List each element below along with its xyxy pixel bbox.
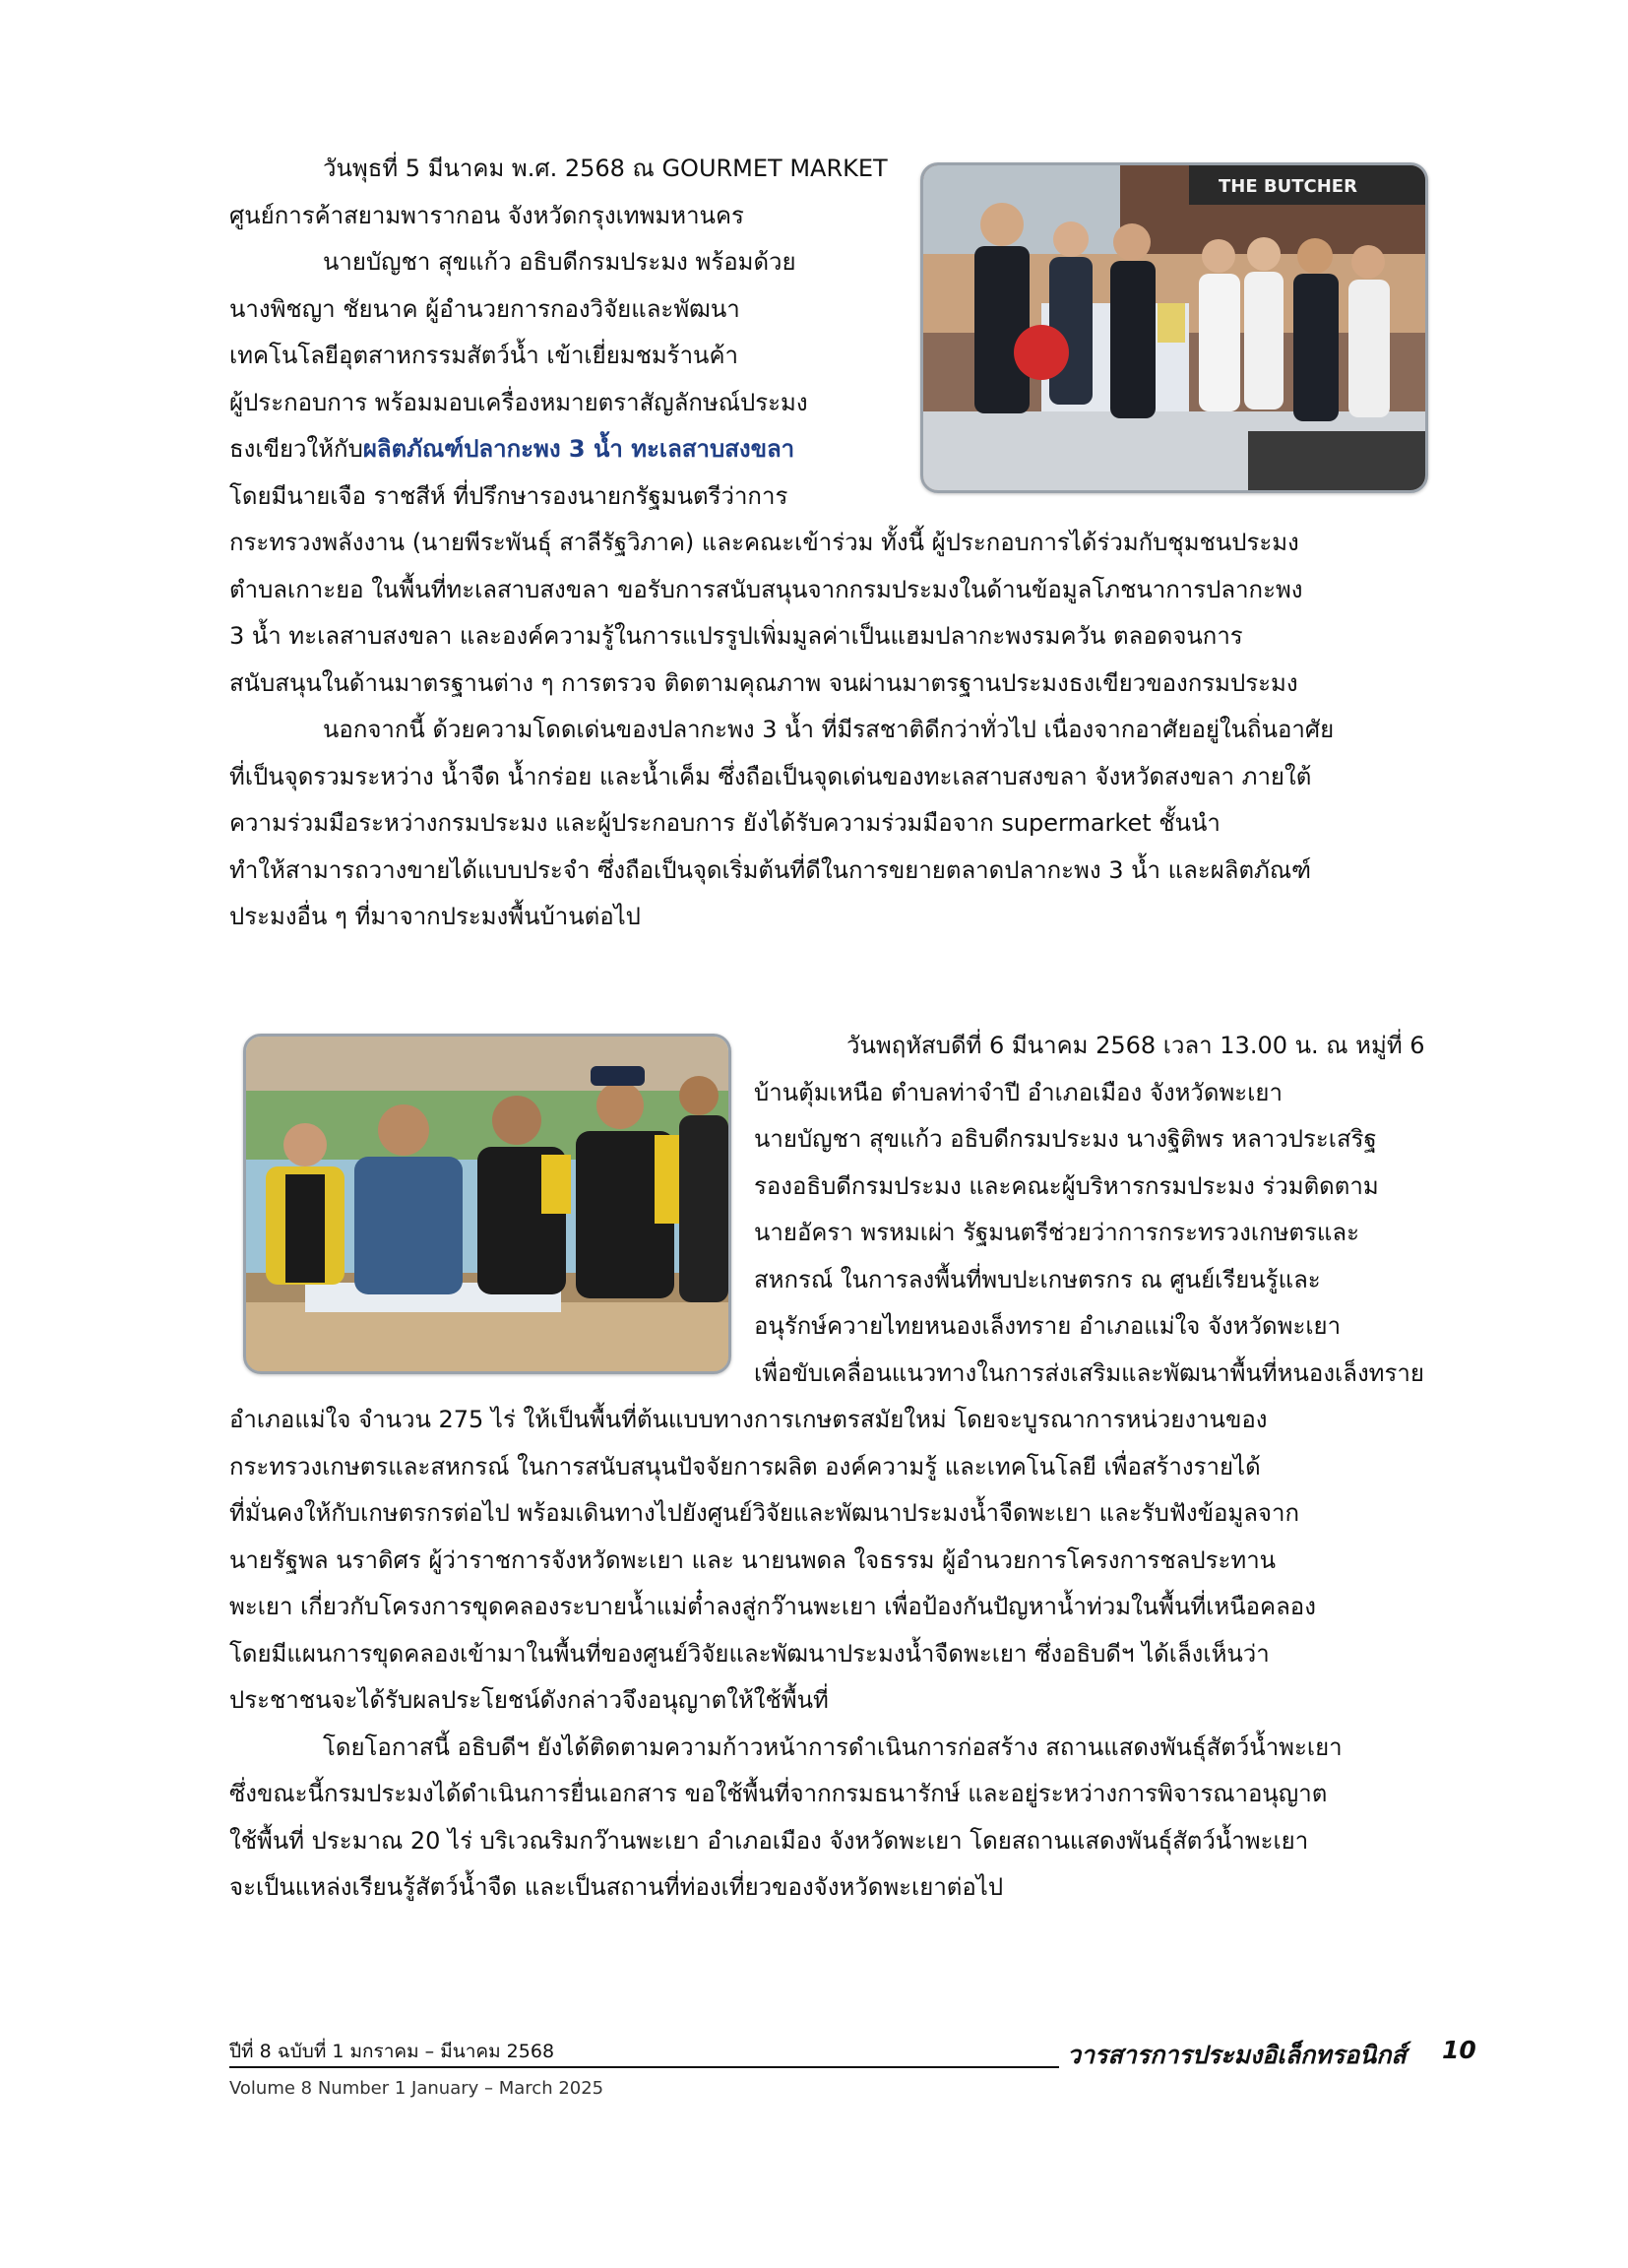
photo-market-visit-image xyxy=(923,165,1425,490)
text-line: โดยโอกาสนี้ อธิบดีฯ ยังได้ติดตามความก้าวหน้าการดำเนินการก่อสร้าง สถานแสดงพันธุ์สัตว์น้ำพะเยา xyxy=(323,1732,1343,1761)
text-line: ซึ่งขณะนี้กรมประมงได้ดำเนินการยื่นเอกสาร ขอใช้พื้นที่จากกรมธนารักษ์ และอยู่ระหว่างการพิจารณาอนุญาต xyxy=(229,1780,1328,1807)
text-line: พะเยา เกี่ยวกับโครงการขุดคลองระบายน้ำแม่ต๋ำลงสู่กว๊านพะเยา เพื่อป้องกันปัญหาน้ำท่วมในพื้นที่เหนือคลอง xyxy=(229,1593,1316,1620)
article2-body xyxy=(229,1397,1450,1912)
text-line: ความร่วมมือระหว่างกรมประมง และผู้ประกอบการ ยังได้รับความร่วมมือจาก supermarket ชั้นนำ xyxy=(229,809,1221,837)
footer-issue-english: Volume 8 Number 1 January – March 2025 xyxy=(229,2078,604,2099)
text-line: นายบัญชา สุขแก้ว อธิบดีกรมประมง นางฐิติพร หลาวประเสริฐ xyxy=(754,1125,1377,1153)
text-line: ศูนย์การค้าสยามพารากอน จังหวัดกรุงเทพมหานคร xyxy=(229,201,744,229)
text-line: รองอธิบดีกรมประมง และคณะผู้บริหารกรมประมง ร่วมติดตาม xyxy=(754,1171,1379,1200)
text-line: โดยมีนายเจือ ราชสีห์ ที่ปรึกษารองนายกรัฐมนตรีว่าการ xyxy=(229,481,788,510)
text-line: ตำบลเกาะยอ ในพื้นที่ทะเลสาบสงขลา ขอรับการสนับสนุนจากกรมประมงในด้านข้อมูลโภชนาการปลากะพง xyxy=(229,575,1303,603)
text-line xyxy=(229,426,899,473)
person-5 xyxy=(1244,237,1284,410)
photo-market-visit xyxy=(920,162,1428,493)
text-line: วันพฤหัสบดีที่ 6 มีนาคม 2568 เวลา 13.00 น. ณ หมู่ที่ 6 xyxy=(846,1032,1425,1059)
footer-page-number: 10 xyxy=(1442,2036,1476,2064)
text-line: ผู้ประกอบการ พร้อมมอบเครื่องหมายตราสัญลักษณ์ประมง xyxy=(229,388,808,416)
text-line: นอกจากนี้ ด้วยความโดดเด่นของปลากะพง 3 น้ำ ที่มีรสชาติดีกว่าทั่วไป เนื่องจากอาศัยอยู่ในถิ่นอาศัย xyxy=(323,716,1335,743)
text-line: นายรัฐพล นราดิศร ผู้ว่าราชการจังหวัดพะเยา และ นายนพดล ใจธรรม ผู้อำนวยการโครงการชลประทาน xyxy=(229,1545,1277,1574)
text-line: ประชาชนจะได้รับผลประโยชน์ดังกล่าวจึงอนุญาตให้ใช้พื้นที่ xyxy=(229,1686,829,1714)
product-package xyxy=(1158,303,1185,343)
shop-sign: THE BUTCHER xyxy=(1219,176,1357,197)
text-line: โดยมีแผนการขุดคลองเข้ามาในพื้นที่ของศูนย์วิจัยและพัฒนาประมงน้ำจืดพะเยา ซึ่งอธิบดีฯ ได้เล็งเห็นว่า xyxy=(229,1639,1270,1668)
photo-field-visit-image xyxy=(246,1037,728,1371)
text-line: 3 น้ำ ทะเลสาบสงขลา และองค์ความรู้ในการแปรรูปเพิ่มมูลค่าเป็นแฮมปลากะพงรมควัน ตลอดจนการ xyxy=(229,622,1243,650)
product-highlight: ผลิตภัณฑ์ปลากะพง 3 น้ำ ทะเลสาบสงขลา xyxy=(362,435,795,463)
award-sign xyxy=(1014,325,1069,380)
text-line: กระทรวงเกษตรและสหกรณ์ ในการสนับสนุนปัจจัยการผลิต องค์ความรู้ และเทคโนโลยี เพื่อสร้างรายได้ xyxy=(229,1452,1261,1480)
text-line: ทำให้สามารถวางขายได้แบบประจำ ซึ่งถือเป็นจุดเริ่มต้นที่ดีในการขยายตลาดปลากะพง 3 น้ำ และผลิตภัณฑ์ xyxy=(229,855,1312,884)
article1-body xyxy=(229,520,1450,941)
footer-issue-thai: ปีที่ 8 ฉบับที่ 1 มกราคม – มีนาคม 2568 xyxy=(229,2041,555,2062)
text-line: สหกรณ์ ในการลงพื้นที่พบปะเกษตรกร ณ ศูนย์เรียนรู้และ xyxy=(754,1265,1321,1293)
text-line: อนุรักษ์ควายไทยหนองเล็งทราย อำเภอแม่ใจ จังหวัดพะเยา xyxy=(754,1312,1342,1340)
text-line: ประมงอื่น ๆ ที่มาจากประมงพื้นบ้านต่อไป xyxy=(229,903,641,930)
article1-intro xyxy=(229,146,899,520)
text-line: ที่มั่นคงให้กับเกษตรกรต่อไป พร้อมเดินทางไปยังศูนย์วิจัยและพัฒนาประมงน้ำจืดพะเยา และรับฟังข้อมูลจาก xyxy=(229,1499,1299,1527)
text-line: จะเป็นแหล่งเรียนรู้สัตว์น้ำจืด และเป็นสถานที่ท่องเที่ยวของจังหวัดพะเยาต่อไป xyxy=(229,1873,1004,1901)
footer-journal-title: วารสารการประมงอิเล็กทรอนิกส์ xyxy=(1067,2041,1407,2069)
text-line: นางพิชญา ชัยนาค ผู้อำนวยการกองวิจัยและพัฒนา xyxy=(229,294,740,323)
footer-rule xyxy=(229,2066,1059,2068)
text-line: ใช้พื้นที่ ประมาณ 20 ไร่ บริเวณริมกว๊านพะเยา อำเภอเมือง จังหวัดพะเยา โดยสถานแสดงพันธุ์สัตว์น้ำพะเยา xyxy=(229,1826,1309,1855)
text-line: เพื่อขับเคลื่อนแนวทางในการส่งเสริมและพัฒนาพื้นที่หนองเล็งทราย xyxy=(754,1358,1424,1387)
text-line: บ้านตุ้มเหนือ ตำบลท่าจำปี อำเภอเมือง จังหวัดพะเยา xyxy=(754,1078,1283,1106)
article2-intro xyxy=(754,1023,1453,1397)
text-line: กระทรวงพลังงาน (นายพีระพันธุ์ สาลีรัฐวิภาค) และคณะเข้าร่วม ทั้งนี้ ผู้ประกอบการได้ร่วมกับชุมชนประมง xyxy=(229,529,1299,556)
text-line: สนับสนุนในด้านมาตรฐานต่าง ๆ การตรวจ ติดตามคุณภาพ จนผ่านมาตรฐานประมงธงเขียวของกรมประมง xyxy=(229,668,1298,697)
text-fragment: ธงเขียวให้กับ xyxy=(229,435,363,463)
text-line: เทคโนโลยีอุตสาหกรรมสัตว์น้ำ เข้าเยี่ยมชมร้านค้า xyxy=(229,342,738,369)
text-line: นายอัครา พรหมเผ่า รัฐมนตรีช่วยว่าการกระทรวงเกษตรและ xyxy=(754,1219,1359,1246)
text-line: นายบัญชา สุขแก้ว อธิบดีกรมประมง พร้อมด้วย xyxy=(323,248,796,276)
photo-field-visit xyxy=(243,1034,731,1374)
text-line: วันพุธที่ 5 มีนาคม พ.ศ. 2568 ณ GOURMET MARKET xyxy=(323,155,888,182)
text-line: อำเภอแม่ใจ จำนวน 275 ไร่ ให้เป็นพื้นที่ต้นแบบทางการเกษตรสมัยใหม่ โดยจะบูรณาการหน่วยงานของ xyxy=(229,1406,1268,1433)
text-line: ที่เป็นจุดรวมระหว่าง น้ำจืด น้ำกร่อย และน้ำเค็ม ซึ่งถือเป็นจุดเด่นของทะเลสาบสงขลา จังหวัดสงขลา ภายใต้ xyxy=(229,762,1312,790)
